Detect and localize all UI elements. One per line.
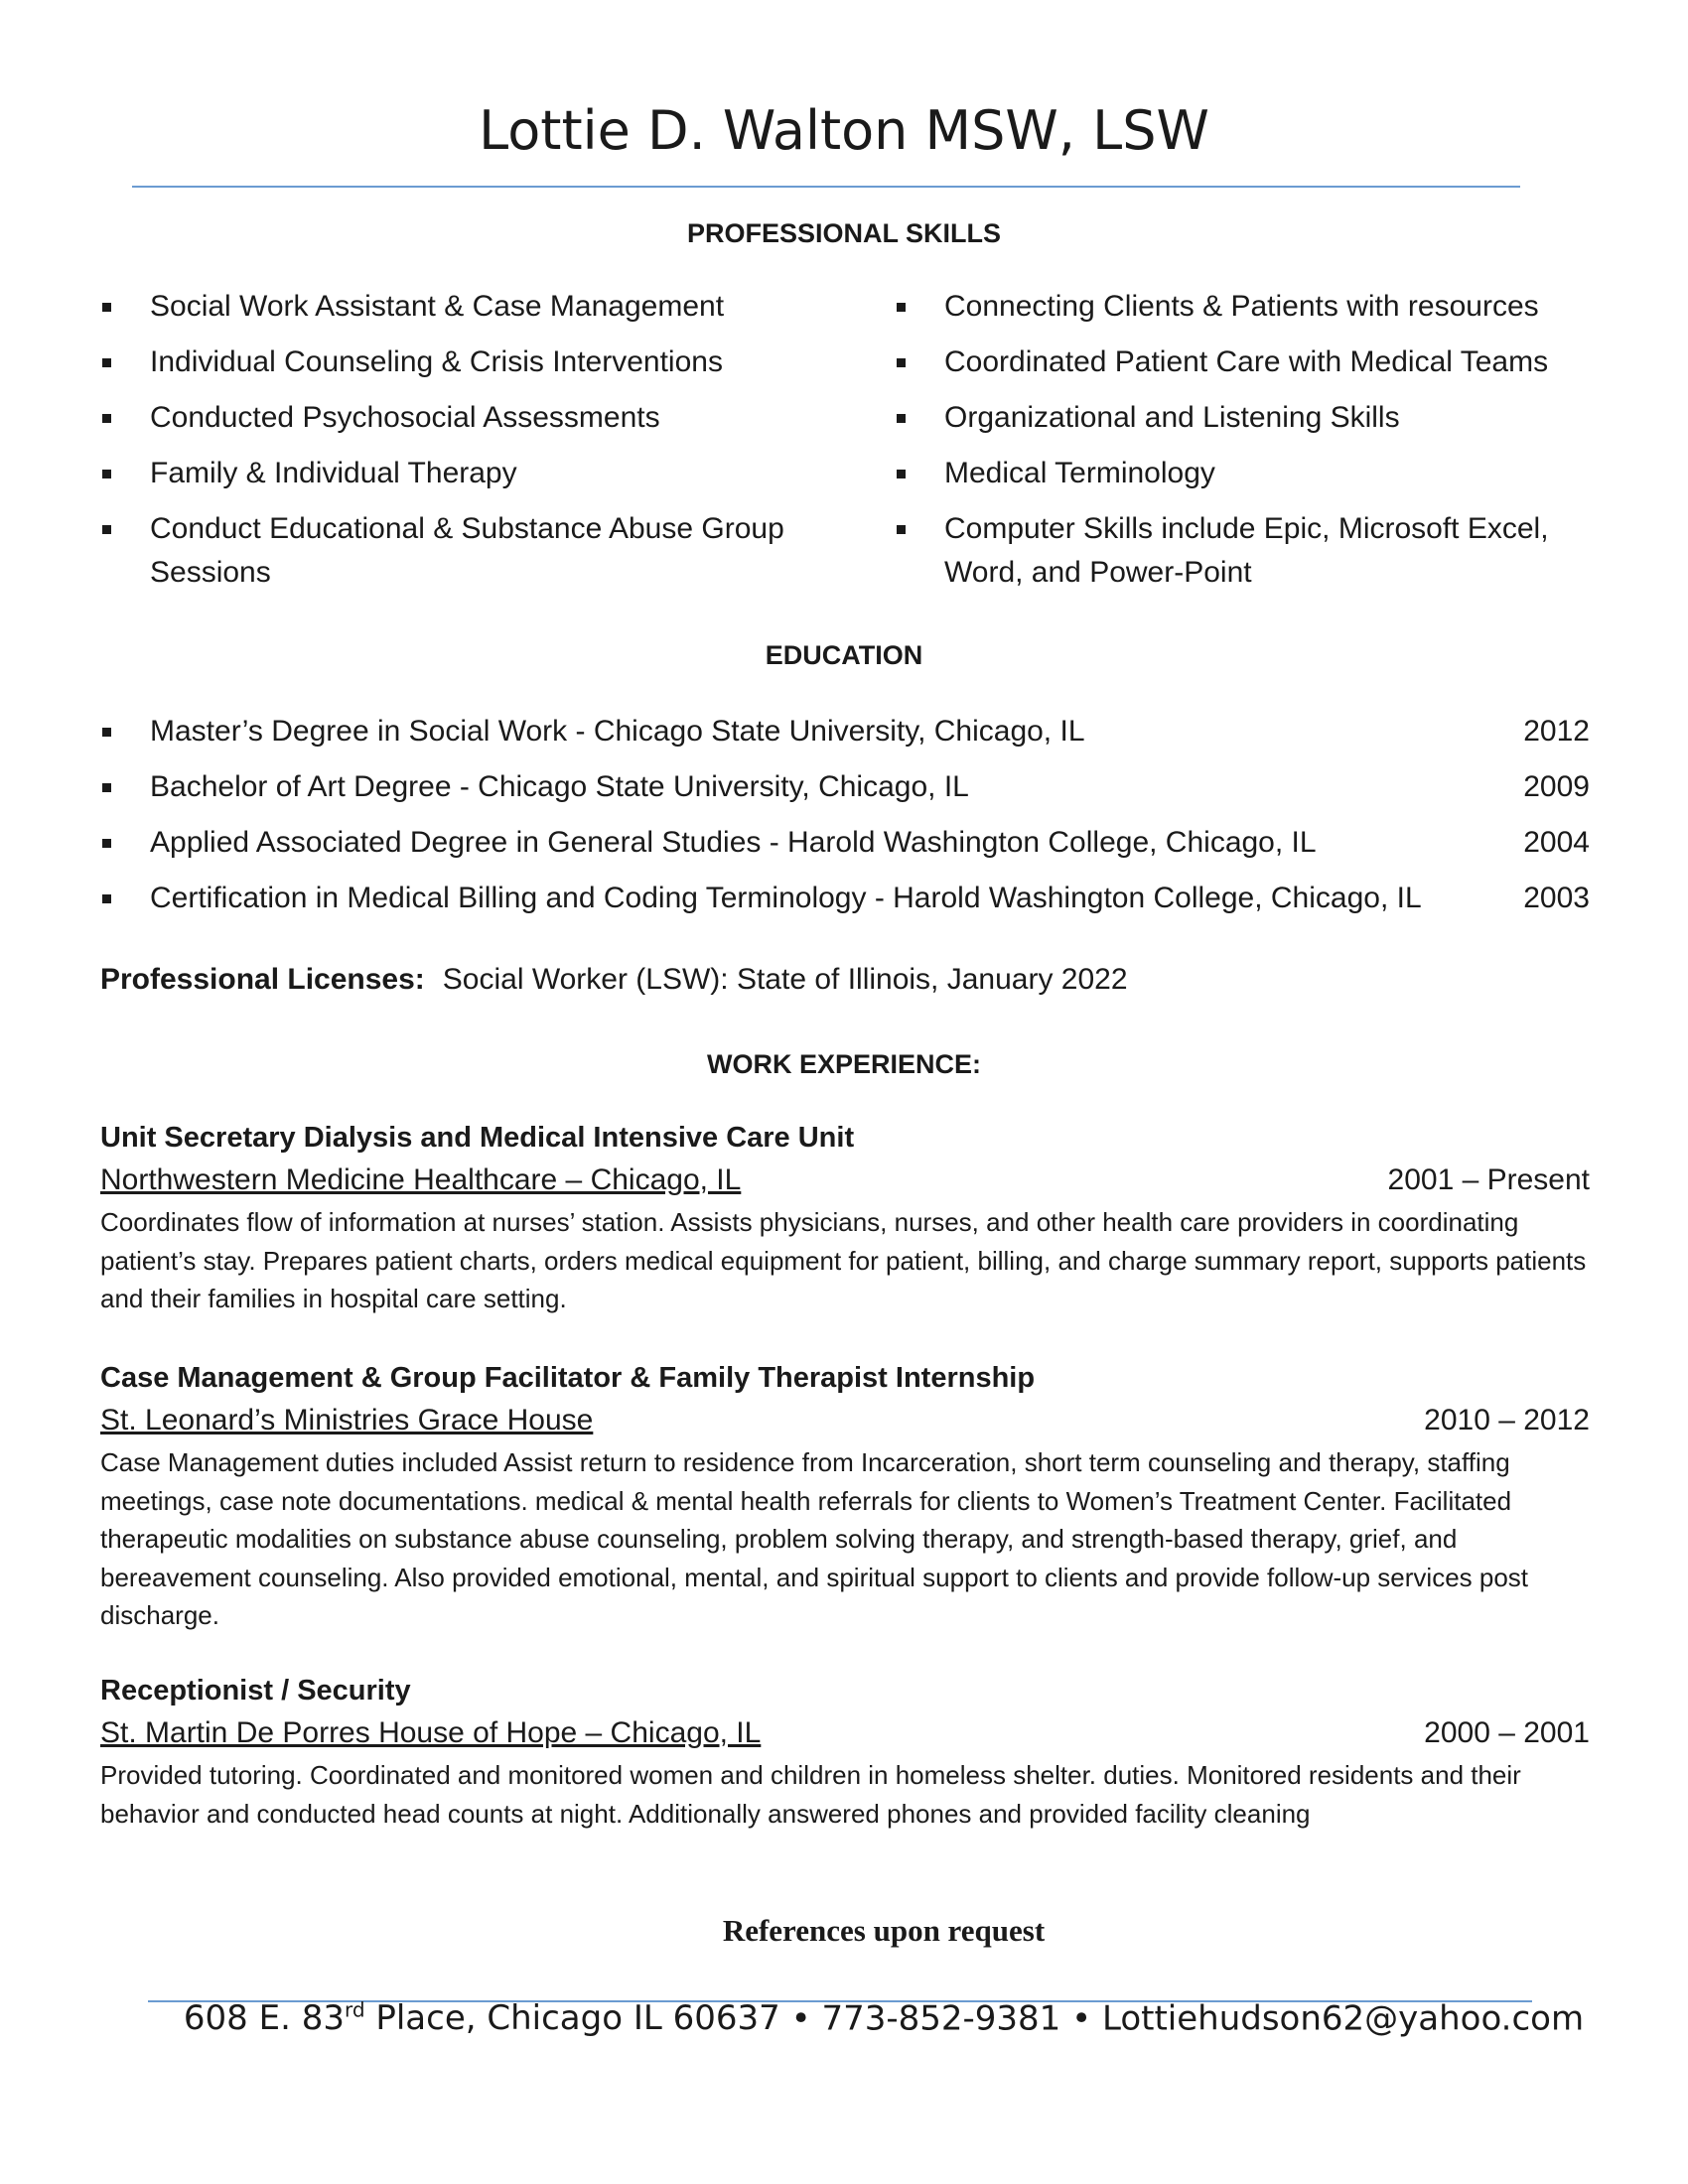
job-dates: 2010 – 2012 — [1424, 1404, 1590, 1436]
degree-text: Bachelor of Art Degree - Chicago State University, Chicago, IL — [150, 770, 969, 803]
job-entry — [100, 1671, 1590, 1833]
skill-text: Conduct Educational & Substance Abuse Group Sessions — [150, 512, 784, 589]
bullet-icon — [102, 470, 111, 478]
list-item — [895, 341, 1590, 384]
degree-text: Master’s Degree in Social Work - Chicago State University, Chicago, IL — [150, 715, 1085, 748]
skill-text: Conducted Psychosocial Assessments — [150, 401, 660, 434]
job-dates: 2000 – 2001 — [1424, 1716, 1590, 1749]
list-item — [895, 285, 1590, 329]
list-item — [100, 452, 815, 495]
list-item — [100, 877, 1590, 920]
job-title: Receptionist / Security — [100, 1675, 411, 1706]
bullet-icon — [102, 303, 111, 312]
list-item — [100, 507, 815, 595]
job-entry — [100, 1118, 1590, 1318]
job-header-row — [100, 1158, 1590, 1203]
job-entry — [100, 1358, 1590, 1635]
job-title: Unit Secretary Dialysis and Medical Intensive Care Unit — [100, 1122, 855, 1154]
skills-heading: PROFESSIONAL SKILLS — [686, 218, 1002, 248]
list-item — [100, 396, 815, 440]
job-description: Provided tutoring. Coordinated and monitored women and children in homeless shelter. duties. Monitored residents and their behavior and conducted head counts at night. Additionally answered phones and provided facility cleaning — [100, 1760, 1521, 1829]
list-item — [100, 710, 1590, 753]
education-heading: EDUCATION — [765, 640, 923, 670]
list-item — [100, 285, 815, 329]
separator: • — [779, 1998, 822, 2039]
bullet-icon — [102, 783, 111, 792]
skill-text: Coordinated Patient Care with Medical Teams — [944, 345, 1549, 378]
separator: • — [1060, 1998, 1102, 2039]
job-organization: St. Martin De Porres House of Hope – Chicago, IL — [100, 1716, 762, 1749]
address: 608 E. 83rd Place, Chicago IL 60637 — [183, 1998, 780, 2039]
phone: 773-852-9381 — [821, 1998, 1061, 2039]
job-description: Coordinates flow of information at nurses’ station. Assists physicians, nurses, and other health care providers in coordinating patient’s stay. Prepares patient charts, orders medical equipment for patient, billing, and charge summary report, supports patients and their families in hospital care setting. — [100, 1207, 1587, 1313]
degree-text: Applied Associated Degree in General Studies - Harold Washington College, Chicago, IL — [150, 826, 1317, 859]
skill-text: Social Work Assistant & Case Management — [150, 290, 725, 323]
bullet-icon — [102, 414, 111, 423]
degree-text: Certification in Medical Billing and Coding Terminology - Harold Washington College, Chicago, IL — [150, 882, 1422, 914]
bullet-icon — [897, 303, 906, 312]
resume-name: Lottie D. Walton MSW, LSW — [479, 99, 1209, 162]
skill-text: Organizational and Listening Skills — [944, 401, 1400, 434]
skill-text: Computer Skills include Epic, Microsoft Excel, Word, and Power-Point — [944, 512, 1549, 589]
list-item — [895, 507, 1590, 595]
email: Lottiehudson62@yahoo.com — [1101, 1998, 1585, 2039]
job-header-row — [100, 1398, 1590, 1443]
list-item — [100, 341, 815, 384]
degree-year: 2009 — [1523, 770, 1590, 803]
job-organization: St. Leonard’s Ministries Grace House — [100, 1404, 594, 1436]
skill-text: Connecting Clients & Patients with resources — [944, 290, 1539, 323]
licenses-line — [100, 963, 1128, 997]
bullet-icon — [102, 358, 111, 367]
degree-year: 2004 — [1523, 826, 1590, 859]
job-organization: Northwestern Medicine Healthcare – Chicago, IL — [100, 1163, 742, 1196]
bullet-icon — [897, 414, 906, 423]
bullet-icon — [897, 470, 906, 478]
bullet-icon — [102, 839, 111, 848]
job-title: Case Management & Group Facilitator & Family Therapist Internship — [100, 1362, 1036, 1394]
skill-text: Family & Individual Therapy — [150, 457, 517, 489]
job-description: Case Management duties included Assist return to residence from Incarceration, short term counseling and therapy, staffing meetings, case note documentations. medical & mental health referrals for clients to Women’s Treatment Center. Facilitated therapeutic modalities on substance abuse counseling, problem solving therapy, and strength-based therapy, grief, and bereavement counseling. Also provided emotional, mental, and spiritual support to clients and provide follow-up services post discharge. — [100, 1447, 1529, 1630]
degree-year: 2003 — [1523, 882, 1590, 914]
list-item — [895, 396, 1590, 440]
list-item — [895, 452, 1590, 495]
licenses-label: Professional Licenses: — [100, 963, 425, 996]
skills-list-left — [100, 285, 815, 607]
bullet-icon — [897, 358, 906, 367]
references-note: References upon request — [722, 1913, 1046, 1948]
contact-line — [0, 1998, 1688, 2038]
skills-list-right — [895, 285, 1590, 607]
licenses-value: Social Worker (LSW): State of Illinois, January 2022 — [442, 963, 1128, 996]
work-heading: WORK EXPERIENCE: — [706, 1049, 982, 1079]
list-item — [100, 765, 1590, 809]
job-dates: 2001 – Present — [1387, 1163, 1590, 1196]
skill-text: Individual Counseling & Crisis Interventions — [150, 345, 723, 378]
skill-text: Medical Terminology — [944, 457, 1215, 489]
job-header-row — [100, 1710, 1590, 1756]
degree-year: 2012 — [1523, 715, 1590, 748]
bullet-icon — [102, 728, 111, 737]
list-item — [100, 821, 1590, 865]
bullet-icon — [102, 894, 111, 903]
education-list — [100, 710, 1590, 932]
bullet-icon — [897, 525, 906, 534]
bullet-icon — [102, 525, 111, 534]
header-rule — [132, 186, 1520, 188]
